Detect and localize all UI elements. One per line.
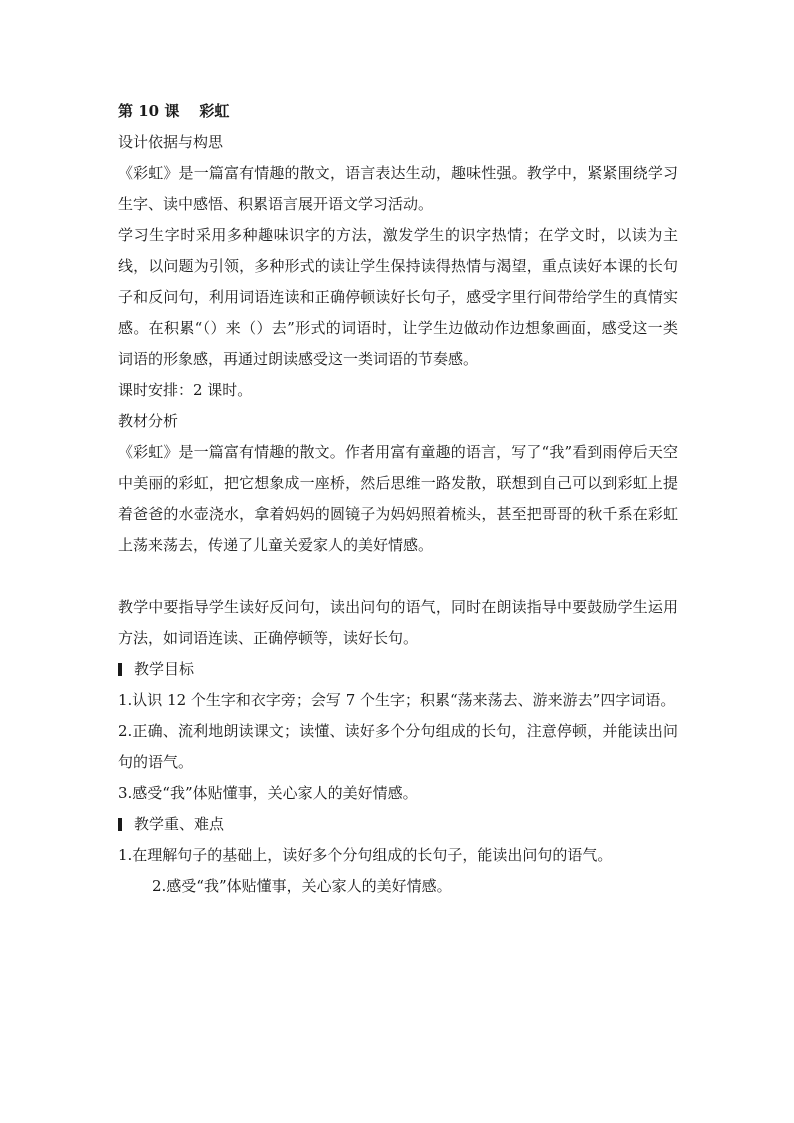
lesson-name: 彩虹: [199, 102, 230, 120]
goals-heading-label: 教学目标: [134, 660, 195, 678]
key-points-heading: [118, 809, 678, 840]
key-point-1: 1.在理解句子的基础上，读好多个分句组成的长句子，能读出问句的语气。: [118, 846, 613, 864]
goal-item-2: 2.正确、流利地朗读课文；读懂、读好多个分句组成的长句，注意停顿，并能读出问句的语气。: [118, 722, 678, 771]
document-page: [118, 96, 678, 902]
key-points-heading-label: 教学重、难点: [134, 815, 225, 833]
lesson-title: [118, 96, 678, 127]
lesson-number: 第 10 课: [118, 102, 180, 120]
design-heading: 设计依据与构思: [118, 133, 224, 151]
goal-item-3: 3.感受“我”体贴懂事，关心家人的美好情感。: [118, 784, 418, 802]
goal-item-1: 1.认识 12 个生字和衣字旁；会写 7 个生字；积累“荡来荡去、游来游去”四字词语。: [118, 691, 676, 709]
section-bar-icon: [118, 818, 122, 831]
analysis-paragraph-2: 教学中要指导学生读好反问句，读出问句的语气，同时在朗读指导中要鼓励学生运用方法，如词语连读、正确停顿等，读好长句。: [118, 598, 678, 647]
blank-line: [118, 561, 678, 592]
key-point-2: 2.感受“我”体贴懂事，关心家人的美好情感。: [152, 877, 452, 895]
analysis-paragraph-1: 《彩虹》是一篇富有情趣的散文。作者用富有童趣的语言，写了“我”看到雨停后天空中美丽的彩虹，把它想象成一座桥，然后思维一路发散，联想到自己可以到彩虹上提着爸爸的水壶浇水，拿着妈妈的圆镜子为妈妈照着梳头，甚至把哥哥的秋千系在彩虹上荡来荡去，传递了儿童关爱家人的美好情感。: [118, 443, 678, 554]
design-paragraph-1: 《彩虹》是一篇富有情趣的散文，语言表达生动，趣味性强。教学中，紧紧围绕学习生字、读中感悟、积累语言展开语文学习活动。: [118, 164, 678, 213]
section-bar-icon: [118, 663, 122, 676]
goals-heading: [118, 654, 678, 685]
schedule-text: 课时安排：2 课时。: [118, 381, 253, 399]
design-paragraph-2: 学习生字时采用多种趣味识字的方法，激发学生的识字热情；在学文时，以读为主线，以问题为引领，多种形式的读让学生保持读得热情与渴望，重点读好本课的长句子和反问句，利用词语连读和正确停顿读好长句子，感受字里行间带给学生的真情实感。在积累“（）来（）去”形式的词语时，让学生边做动作边想象画面，感受这一类词语的形象感，再通过朗读感受这一类词语的节奏感。: [118, 226, 678, 368]
analysis-heading: 教材分析: [118, 412, 179, 430]
